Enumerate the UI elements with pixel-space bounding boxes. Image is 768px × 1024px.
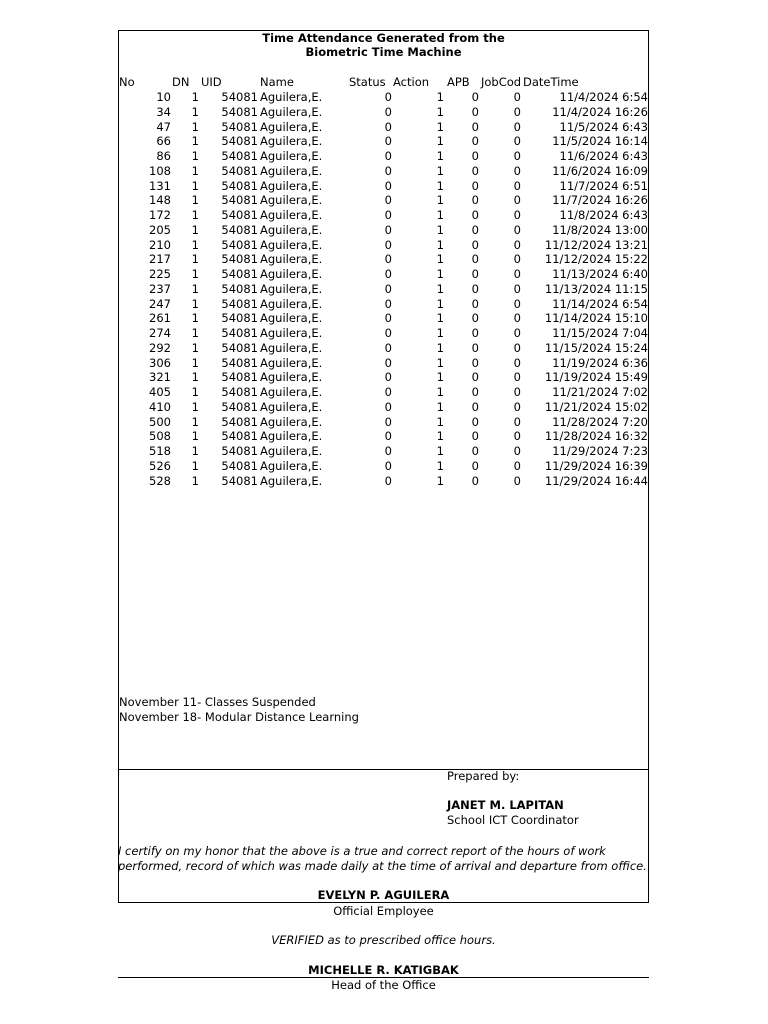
cell-action: 1 [436,458,444,473]
cell-jobcod: 0 [513,414,521,429]
cell-apb: 0 [471,149,479,163]
cell-name: Aguilera,E. [260,134,323,149]
cell-datetime: 11/13/2024 11:15 [544,281,648,296]
cell-name: Aguilera,E. [260,104,323,119]
cell-jobcod: 0 [513,340,521,355]
cell-no: 292 [149,340,171,355]
cell-status: 0 [384,458,392,473]
cell-no: 500 [149,414,171,429]
cell-uid: 54081 [221,296,258,311]
cell-no: 410 [149,399,171,414]
cell-datetime: 11/12/2024 13:21 [544,237,648,252]
cell-dn: 1 [191,311,199,326]
cell-uid: 54081 [221,267,258,281]
cell-dn: 1 [191,178,199,193]
cell-name: Aguilera,E. [260,311,323,326]
table-row [0,326,768,341]
cell-no: 518 [149,444,171,458]
cell-action: 1 [436,90,444,104]
cell-datetime: 11/4/2024 6:54 [559,90,648,104]
cell-apb: 0 [471,163,479,178]
cell-datetime: 11/14/2024 15:10 [544,311,648,326]
cell-apb: 0 [471,311,479,326]
cell-name: Aguilera,E. [260,208,323,222]
cell-uid: 54081 [221,252,258,267]
cell-apb: 0 [471,473,479,488]
cell-datetime: 11/19/2024 6:36 [552,355,648,370]
cell-status: 0 [384,370,392,385]
cell-uid: 54081 [221,414,258,429]
cell-datetime: 11/6/2024 16:09 [552,163,648,178]
cell-name: Aguilera,E. [260,444,323,458]
cell-action: 1 [436,340,444,355]
cell-apb: 0 [471,178,479,193]
cell-uid: 54081 [221,355,258,370]
cell-jobcod: 0 [513,134,521,149]
table-row [0,282,768,297]
cell-dn: 1 [191,385,199,399]
cell-uid: 54081 [221,281,258,296]
cell-uid: 54081 [221,385,258,399]
cell-action: 1 [436,399,444,414]
cell-datetime: 11/8/2024 6:43 [559,208,648,222]
cell-apb: 0 [471,399,479,414]
table-row [0,164,768,179]
cell-no: 225 [149,267,171,281]
cell-no: 172 [149,208,171,222]
table-row [0,341,768,356]
table-row [0,370,768,385]
cell-name: Aguilera,E. [260,473,323,488]
cell-name: Aguilera,E. [260,237,323,252]
table-row [0,193,768,208]
cell-name: Aguilera,E. [260,458,323,473]
cell-status: 0 [384,355,392,370]
cell-status: 0 [384,252,392,267]
header-jobcod: JobCod [481,75,522,89]
cell-datetime: 11/12/2024 15:22 [544,252,648,267]
cell-uid: 54081 [221,458,258,473]
cell-status: 0 [384,193,392,208]
cell-action: 1 [436,355,444,370]
cell-name: Aguilera,E. [260,385,323,399]
table-row [0,444,768,459]
cell-jobcod: 0 [513,149,521,163]
cell-jobcod: 0 [513,444,521,458]
note-line-1: November 11- Classes Suspended [119,695,316,709]
cell-jobcod: 0 [513,296,521,311]
cell-no: 247 [149,296,171,311]
document-title-line2: Biometric Time Machine [305,45,462,59]
cell-status: 0 [384,473,392,488]
table-row [0,223,768,238]
cell-no: 321 [149,370,171,385]
cell-datetime: 11/15/2024 7:04 [552,326,648,340]
cell-action: 1 [436,222,444,237]
cell-name: Aguilera,E. [260,252,323,267]
cell-no: 261 [149,311,171,326]
cell-status: 0 [384,267,392,281]
cell-no: 47 [156,119,171,134]
cell-action: 1 [436,296,444,311]
cell-uid: 54081 [221,104,258,119]
cell-name: Aguilera,E. [260,178,323,193]
cell-apb: 0 [471,119,479,134]
cell-action: 1 [436,473,444,488]
table-row [0,179,768,194]
cell-uid: 54081 [221,326,258,340]
cell-dn: 1 [191,222,199,237]
cell-no: 10 [156,90,171,104]
cell-no: 526 [149,458,171,473]
cell-action: 1 [436,163,444,178]
cell-action: 1 [436,119,444,134]
cell-dn: 1 [191,208,199,222]
certification-line-1: I certify on my honor that the above is a true and correct report of the hours of work [118,844,606,858]
cell-status: 0 [384,281,392,296]
cell-apb: 0 [471,104,479,119]
note-line-2: November 18- Modular Distance Learning [119,710,359,724]
cell-no: 205 [149,222,171,237]
cell-dn: 1 [191,134,199,149]
cell-apb: 0 [471,340,479,355]
cell-jobcod: 0 [513,281,521,296]
cell-datetime: 11/21/2024 15:02 [544,399,648,414]
table-row [0,120,768,135]
cell-datetime: 11/29/2024 7:23 [552,444,648,458]
signature-divider [118,769,649,770]
cell-status: 0 [384,444,392,458]
head-name: MICHELLE R. KATIGBAK [308,963,459,977]
cell-jobcod: 0 [513,355,521,370]
cell-dn: 1 [191,399,199,414]
cell-action: 1 [436,193,444,208]
cell-status: 0 [384,399,392,414]
cell-apb: 0 [471,296,479,311]
cell-datetime: 11/6/2024 6:43 [559,149,648,163]
cell-dn: 1 [191,281,199,296]
cell-no: 528 [149,473,171,488]
preparer-name: JANET M. LAPITAN [447,798,564,812]
prepared-by-label: Prepared by: [447,769,520,783]
cell-datetime: 11/21/2024 7:02 [552,385,648,399]
cell-jobcod: 0 [513,399,521,414]
cell-uid: 54081 [221,429,258,444]
document-title-line1: Time Attendance Generated from the [262,31,505,45]
cell-datetime: 11/4/2024 16:26 [552,104,648,119]
cell-jobcod: 0 [513,222,521,237]
header-dn: DN [172,75,190,89]
cell-name: Aguilera,E. [260,370,323,385]
cell-jobcod: 0 [513,104,521,119]
cell-apb: 0 [471,90,479,104]
table-row [0,149,768,164]
cell-no: 108 [149,163,171,178]
cell-jobcod: 0 [513,252,521,267]
cell-uid: 54081 [221,149,258,163]
table-row [0,429,768,444]
cell-name: Aguilera,E. [260,340,323,355]
table-row [0,459,768,474]
cell-no: 405 [149,385,171,399]
cell-dn: 1 [191,296,199,311]
cell-action: 1 [436,104,444,119]
cell-no: 237 [149,281,171,296]
cell-datetime: 11/28/2024 7:20 [552,414,648,429]
cell-name: Aguilera,E. [260,281,323,296]
cell-action: 1 [436,326,444,340]
cell-datetime: 11/19/2024 15:49 [544,370,648,385]
cell-apb: 0 [471,281,479,296]
cell-uid: 54081 [221,90,258,104]
cell-apb: 0 [471,222,479,237]
cell-status: 0 [384,237,392,252]
cell-name: Aguilera,E. [260,163,323,178]
cell-action: 1 [436,208,444,222]
cell-no: 210 [149,237,171,252]
header-apb: APB [447,75,470,89]
cell-jobcod: 0 [513,267,521,281]
cell-status: 0 [384,311,392,326]
cell-dn: 1 [191,90,199,104]
table-row [0,105,768,120]
cell-no: 306 [149,355,171,370]
cell-uid: 54081 [221,444,258,458]
table-row [0,90,768,105]
cell-action: 1 [436,237,444,252]
table-row [0,267,768,282]
table-row [0,385,768,400]
cell-apb: 0 [471,414,479,429]
cell-datetime: 11/5/2024 6:43 [559,119,648,134]
cell-apb: 0 [471,355,479,370]
cell-status: 0 [384,178,392,193]
cell-jobcod: 0 [513,163,521,178]
cell-status: 0 [384,208,392,222]
cell-status: 0 [384,163,392,178]
cell-dn: 1 [191,370,199,385]
table-row [0,134,768,149]
cell-apb: 0 [471,385,479,399]
table-row [0,400,768,415]
cell-no: 148 [149,193,171,208]
table-row [0,238,768,253]
cell-name: Aguilera,E. [260,193,323,208]
cell-name: Aguilera,E. [260,414,323,429]
cell-apb: 0 [471,208,479,222]
cell-dn: 1 [191,473,199,488]
cell-uid: 54081 [221,237,258,252]
cell-dn: 1 [191,119,199,134]
cell-datetime: 11/29/2024 16:44 [544,473,648,488]
cell-action: 1 [436,414,444,429]
cell-action: 1 [436,370,444,385]
cell-apb: 0 [471,193,479,208]
table-row [0,415,768,430]
cell-jobcod: 0 [513,311,521,326]
cell-datetime: 11/7/2024 16:26 [552,193,648,208]
cell-status: 0 [384,429,392,444]
table-row [0,356,768,371]
table-row [0,252,768,267]
header-no: No [119,75,135,89]
cell-name: Aguilera,E. [260,267,323,281]
cell-datetime: 11/7/2024 6:51 [559,178,648,193]
header-name: Name [260,75,294,89]
cell-dn: 1 [191,252,199,267]
cell-status: 0 [384,90,392,104]
cell-status: 0 [384,340,392,355]
cell-status: 0 [384,222,392,237]
cell-apb: 0 [471,429,479,444]
cell-no: 131 [149,178,171,193]
cell-name: Aguilera,E. [260,149,323,163]
cell-apb: 0 [471,252,479,267]
verified-statement: VERIFIED as to prescribed office hours. [271,933,496,947]
cell-datetime: 11/15/2024 15:24 [544,340,648,355]
cell-action: 1 [436,281,444,296]
cell-uid: 54081 [221,370,258,385]
cell-dn: 1 [191,193,199,208]
employee-title: Official Employee [333,904,434,918]
cell-no: 86 [156,149,171,163]
cell-uid: 54081 [221,222,258,237]
cell-jobcod: 0 [513,326,521,340]
cell-no: 508 [149,429,171,444]
cell-apb: 0 [471,370,479,385]
cell-status: 0 [384,149,392,163]
cell-dn: 1 [191,104,199,119]
cell-name: Aguilera,E. [260,399,323,414]
table-row [0,311,768,326]
cell-status: 0 [384,326,392,340]
cell-datetime: 11/8/2024 13:00 [552,222,648,237]
cell-dn: 1 [191,355,199,370]
cell-dn: 1 [191,444,199,458]
cell-status: 0 [384,119,392,134]
cell-datetime: 11/13/2024 6:40 [552,267,648,281]
cell-jobcod: 0 [513,473,521,488]
cell-uid: 54081 [221,473,258,488]
certification-line-2: performed, record of which was made daily at the time of arrival and departure from office. [118,859,647,873]
cell-no: 66 [156,134,171,149]
cell-dn: 1 [191,429,199,444]
cell-uid: 54081 [221,178,258,193]
cell-action: 1 [436,267,444,281]
cell-jobcod: 0 [513,458,521,473]
cell-dn: 1 [191,267,199,281]
cell-uid: 54081 [221,311,258,326]
cell-uid: 54081 [221,340,258,355]
cell-uid: 54081 [221,119,258,134]
cell-name: Aguilera,E. [260,429,323,444]
cell-jobcod: 0 [513,208,521,222]
table-row [0,297,768,312]
cell-name: Aguilera,E. [260,222,323,237]
head-title: Head of the Office [331,978,436,992]
cell-apb: 0 [471,444,479,458]
header-status: Status [349,75,386,89]
cell-datetime: 11/28/2024 16:32 [544,429,648,444]
cell-datetime: 11/14/2024 6:54 [552,296,648,311]
header-datetime: DateTime [523,75,579,89]
cell-apb: 0 [471,134,479,149]
cell-action: 1 [436,444,444,458]
cell-jobcod: 0 [513,237,521,252]
cell-no: 34 [156,104,171,119]
cell-action: 1 [436,429,444,444]
cell-name: Aguilera,E. [260,296,323,311]
header-action: Action [393,75,430,89]
cell-no: 217 [149,252,171,267]
cell-dn: 1 [191,414,199,429]
cell-dn: 1 [191,340,199,355]
table-row [0,474,768,489]
cell-datetime: 11/29/2024 16:39 [544,458,648,473]
cell-jobcod: 0 [513,429,521,444]
cell-apb: 0 [471,326,479,340]
cell-status: 0 [384,385,392,399]
cell-jobcod: 0 [513,385,521,399]
cell-status: 0 [384,104,392,119]
cell-uid: 54081 [221,163,258,178]
cell-action: 1 [436,385,444,399]
cell-action: 1 [436,311,444,326]
cell-action: 1 [436,149,444,163]
employee-name: EVELYN P. AGUILERA [317,888,450,902]
cell-name: Aguilera,E. [260,119,323,134]
cell-status: 0 [384,414,392,429]
cell-dn: 1 [191,458,199,473]
cell-status: 0 [384,134,392,149]
cell-jobcod: 0 [513,193,521,208]
cell-dn: 1 [191,149,199,163]
cell-dn: 1 [191,163,199,178]
cell-name: Aguilera,E. [260,355,323,370]
cell-no: 274 [149,326,171,340]
cell-jobcod: 0 [513,119,521,134]
table-row [0,208,768,223]
cell-jobcod: 0 [513,178,521,193]
cell-jobcod: 0 [513,370,521,385]
cell-jobcod: 0 [513,90,521,104]
cell-apb: 0 [471,267,479,281]
cell-action: 1 [436,134,444,149]
cell-apb: 0 [471,458,479,473]
cell-uid: 54081 [221,134,258,149]
cell-action: 1 [436,252,444,267]
cell-dn: 1 [191,237,199,252]
cell-uid: 54081 [221,208,258,222]
cell-name: Aguilera,E. [260,326,323,340]
header-uid: UID [201,75,222,89]
cell-datetime: 11/5/2024 16:14 [552,134,648,149]
cell-apb: 0 [471,237,479,252]
cell-uid: 54081 [221,193,258,208]
preparer-title: School ICT Coordinator [447,813,579,827]
cell-dn: 1 [191,326,199,340]
cell-uid: 54081 [221,399,258,414]
cell-status: 0 [384,296,392,311]
cell-action: 1 [436,178,444,193]
cell-name: Aguilera,E. [260,90,323,104]
